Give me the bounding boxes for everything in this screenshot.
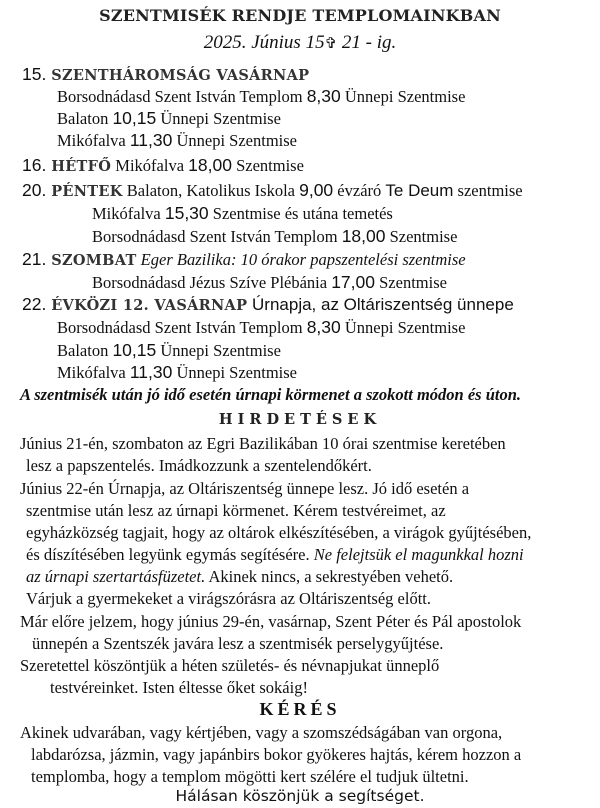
request-line: templomba, hogy a templom mögötti kert szélére el tudjuk ültetni. xyxy=(31,767,469,786)
mass-entry xyxy=(57,362,297,383)
mass-time: 17,00 xyxy=(331,272,375,292)
mass-desc: Ünnepi Szentmise xyxy=(156,341,281,360)
mass-desc: Szentmise xyxy=(375,273,447,292)
day-number: 22. xyxy=(22,294,52,314)
request-line: Akinek udvarában, vagy kértjében, vagy a szomszédságában van orgona, xyxy=(20,723,503,742)
announcement-line: testvéreinket. Isten éltesse őket sokáig! xyxy=(50,678,308,697)
announcement-line: Már előre jelzem, hogy június 29-én, vasárnap, Szent Péter és Pál apostolok xyxy=(20,612,522,631)
mass-desc: szentmise xyxy=(453,181,523,200)
procession-note: A szentmisék után jó idő esetén úrnapi körmenet a szokott módon és úton. xyxy=(20,385,522,404)
page-title: SZENTMISÉK RENDJE TEMPLOMAINKBAN xyxy=(99,6,501,25)
mass-entry xyxy=(57,340,281,361)
mass-entry xyxy=(57,317,465,338)
mass-time: 18,00 xyxy=(188,155,232,175)
mass-time: 10,15 xyxy=(112,340,157,360)
mass-place: Balaton xyxy=(57,341,113,360)
day-number: 16. xyxy=(22,155,52,175)
mass-desc: Ünnepi Szentmise xyxy=(172,363,298,382)
mass-place: Balaton xyxy=(57,109,113,128)
mass-place: Mikófalva xyxy=(57,363,130,382)
mass-entry xyxy=(92,226,457,247)
announcement-line xyxy=(26,545,524,565)
mass-time: 11,30 xyxy=(129,130,173,150)
day-name: PÉNTEK xyxy=(51,183,123,200)
mass-time: 8,30 xyxy=(306,86,341,106)
te-deum-label: Te Deum xyxy=(385,181,454,200)
day-21-heading xyxy=(22,249,466,271)
announcement-line: Várjuk a gyermekeket a virágszórásra az Oltáriszentség előtt. xyxy=(26,589,431,608)
day-20-heading xyxy=(22,180,523,202)
announcement-line: szentmise után lesz az úrnapi körmenet. Kérem testvéreimet, az xyxy=(26,501,446,520)
announcement-emphasis: Ne felejtsük el magunkkal hozni xyxy=(313,545,524,564)
day-name: SZENTHÁROMSÁG VASÁRNAP xyxy=(51,67,310,84)
mass-place: Balaton, Katolikus Iskola xyxy=(122,181,300,200)
day-16-heading xyxy=(22,155,304,177)
request-line: labdarózsa, jázmin, vagy japánbirs bokor gyökeres hajtás, kérem hozzon a xyxy=(31,745,522,764)
day-note: Eger Bazilika: 10 órakor papszentelési szentmise xyxy=(136,250,466,269)
mass-place: Borsodnádasd Jézus Szíve Plébánia xyxy=(92,273,332,292)
announcement-text: Akinek nincs, a sekrestyében vehető. xyxy=(205,567,454,586)
mass-place: Mikófalva xyxy=(92,204,165,223)
announcement-line: ünnepén a Szentszék javára lesz a szentmisék perselygyűjtése. xyxy=(32,634,444,653)
mass-desc: Szentmise és utána temetés xyxy=(208,204,393,223)
mass-time: 18,00 xyxy=(341,226,386,246)
feast-name: Úrnapja, az Oltáriszentség ünnepe xyxy=(247,295,514,314)
mass-time: 10,15 xyxy=(112,108,157,128)
mass-desc: Ünnepi Szentmise xyxy=(172,131,298,150)
mass-time: 8,30 xyxy=(306,317,341,337)
mass-time: 9,00 xyxy=(299,180,334,200)
mass-desc: évzáró xyxy=(333,181,386,200)
mass-entry xyxy=(92,203,393,224)
announcements-heading: HIRDETÉSEK xyxy=(218,411,382,428)
day-name: SZOMBAT xyxy=(51,252,137,269)
announcement-emphasis: az úrnapi szertartásfüzetet. xyxy=(26,567,206,586)
mass-desc: Ünnepi Szentmise xyxy=(340,318,466,337)
mass-entry xyxy=(57,86,465,107)
mass-desc: Szentmise xyxy=(231,156,304,175)
date-range-start: 2025. Június 15 xyxy=(203,32,325,53)
announcement-line: lesz a papszentelés. Imádkozzunk a szentelendőkért. xyxy=(26,456,372,475)
cross-icon: ✞ xyxy=(324,36,338,52)
mass-entry xyxy=(92,272,447,293)
mass-entry xyxy=(57,108,281,129)
mass-place: Mikófalva xyxy=(111,156,189,175)
day-number: 15. xyxy=(22,64,52,84)
day-number: 20. xyxy=(22,180,52,200)
mass-place: Borsodnádasd Szent István Templom xyxy=(57,87,307,106)
day-name: ÉVKÖZI 12. VASÁRNAP xyxy=(51,297,248,314)
announcement-line: egyházközség tagjait, hogy az oltárok elkészítésében, a virágok gyűjtésében, xyxy=(26,523,532,542)
mass-entry xyxy=(57,130,297,151)
announcement-line: Szeretettel köszöntjük a héten születés- és névnapjukat ünneplő xyxy=(20,656,440,675)
mass-place: Borsodnádasd Szent István Templom xyxy=(57,318,307,337)
date-range-end: 21 - ig. xyxy=(337,32,397,53)
announcement-line: Június 22-én Úrnapja, az Oltáriszentség ünnepe lesz. Jó idő esetén a xyxy=(20,479,470,498)
announcement-line: Június 21-én, szombaton az Egri Bazilikában 10 órai szentmise keretében xyxy=(20,434,506,453)
mass-desc: Szentmise xyxy=(385,227,458,246)
mass-time: 15,30 xyxy=(164,203,209,223)
date-range xyxy=(0,33,600,54)
announcement-line xyxy=(26,567,453,587)
mass-desc: Ünnepi Szentmise xyxy=(156,109,281,128)
mass-desc: Ünnepi Szentmise xyxy=(340,87,466,106)
announcement-text: és díszítésében legyünk egymás segítésére. xyxy=(26,545,314,564)
mass-place: Borsodnádasd Szent István Templom xyxy=(92,227,342,246)
request-heading: KÉRÉS xyxy=(259,699,341,719)
day-name: HÉTFŐ xyxy=(51,158,112,175)
day-22-heading xyxy=(22,294,514,316)
day-number: 21. xyxy=(22,249,52,269)
mass-time: 11,30 xyxy=(129,362,173,382)
mass-place: Mikófalva xyxy=(57,131,130,150)
day-15-heading xyxy=(22,64,309,86)
thanks-line: Hálásan köszönjük a segítséget. xyxy=(175,787,425,805)
